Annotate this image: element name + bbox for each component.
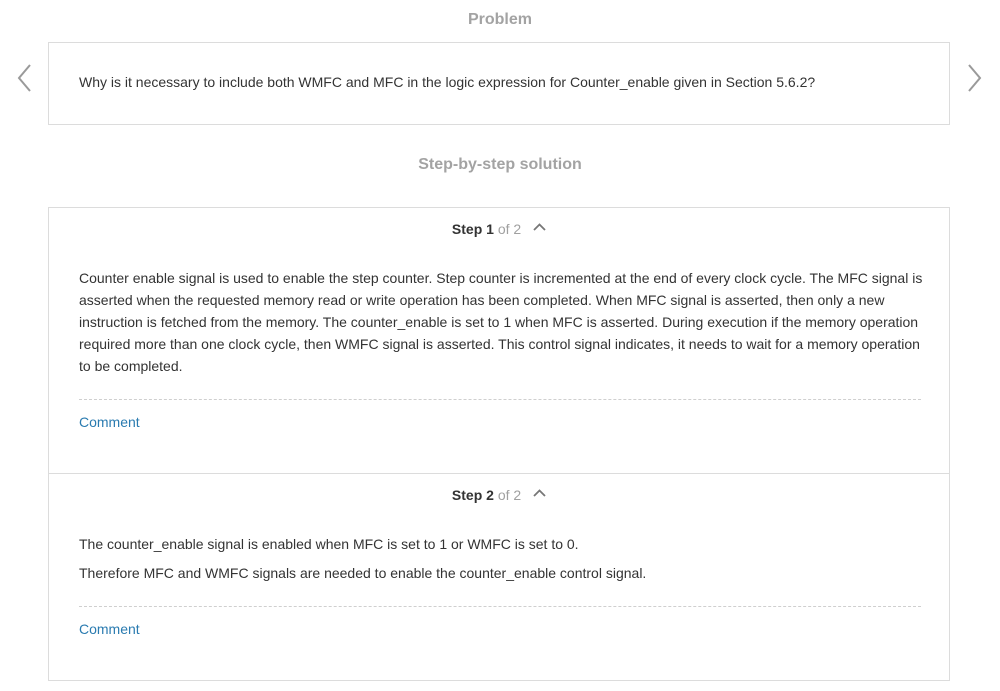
step-body xyxy=(79,267,923,377)
divider xyxy=(79,606,921,607)
problem-heading: Problem xyxy=(467,11,532,28)
step-header-toggle[interactable] xyxy=(49,221,949,237)
step-number: Step 2 xyxy=(451,487,494,503)
step-total: of 2 xyxy=(497,487,522,503)
step-header-toggle[interactable] xyxy=(49,487,949,503)
step-paragraph: Counter enable signal is used to enable the step counter. Step counter is incremented at the end of every clock cycle. The MFC signal is asserted when the requested memory read or write operation has been completed. When MFC signal is asserted, then only a new instruction is fetched from the memory. The counter_enable is set to 1 when MFC is asserted. During execution if the memory operation required more than one clock cycle, then WMFC signal is asserted. This control signal indicates, it needs to wait for a memory operation to be completed. xyxy=(79,270,923,374)
step-paragraph: Therefore MFC and WMFC signals are needed to enable the counter_enable control signal. xyxy=(79,565,647,581)
step-number: Step 1 xyxy=(451,221,494,237)
solution-card xyxy=(48,207,950,681)
step-panel xyxy=(49,208,949,474)
chevron-up-icon[interactable] xyxy=(533,489,546,497)
step-body xyxy=(79,533,923,584)
chevron-right-icon[interactable] xyxy=(963,63,985,93)
chevron-left-icon[interactable] xyxy=(14,63,36,93)
step-total: of 2 xyxy=(497,221,522,237)
step-panel xyxy=(49,474,949,680)
step-paragraph: The counter_enable signal is enabled when MFC is set to 1 or WMFC is set to 0. xyxy=(79,536,579,552)
comment-link[interactable]: Comment xyxy=(79,414,140,430)
divider xyxy=(79,399,921,400)
chevron-up-icon[interactable] xyxy=(533,223,546,231)
solution-heading: Step-by-step solution xyxy=(418,156,582,173)
comment-link[interactable]: Comment xyxy=(79,621,140,637)
problem-text: Why is it necessary to include both WMFC and MFC in the logic expression for Counter_enable given in Section 5.6.2? xyxy=(79,74,816,90)
problem-card xyxy=(48,42,950,125)
